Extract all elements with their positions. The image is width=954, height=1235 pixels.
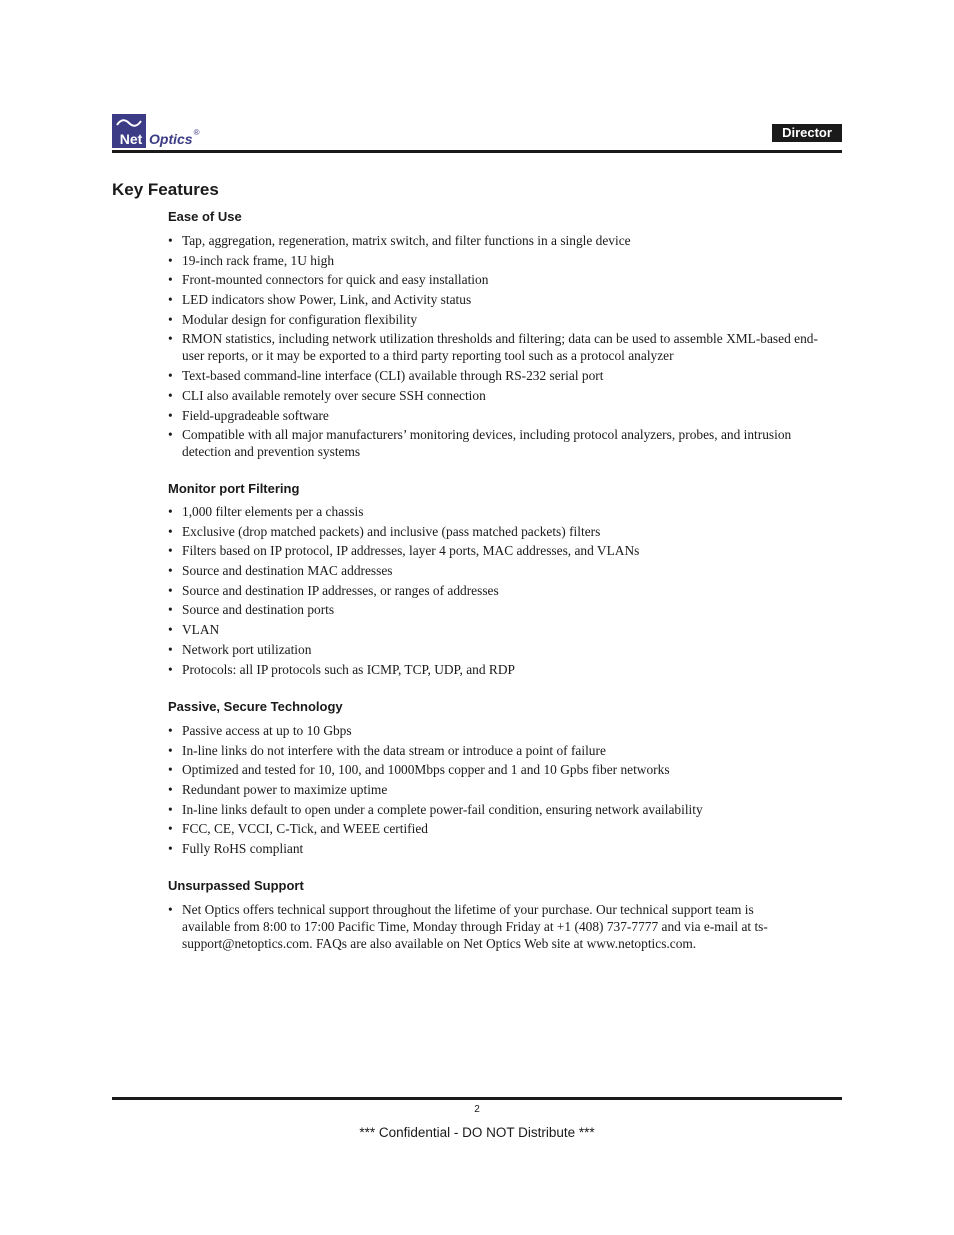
confidential-notice: *** Confidential - DO NOT Distribute *** (359, 1125, 595, 1140)
list-item: • Compatible with all major manufacturers’ monitoring devices, including protocol analyzers, probes, and intrusion detection and prevention systems (168, 426, 828, 460)
list-item: • RMON statistics, including network utilization thresholds and filtering; data can be used to assemble XML-based end-user reports, or it may be exported to a third party reporting tool such as a protocol analyzer (168, 330, 828, 364)
header-rule (112, 150, 842, 153)
list-item: • VLAN (168, 621, 828, 638)
unsurpassed-support-list (168, 901, 788, 955)
list-item: • Exclusive (drop matched packets) and inclusive (pass matched packets) filters (168, 523, 828, 540)
logo-mark (112, 114, 146, 148)
list-item: • CLI also available remotely over secure SSH connection (168, 387, 828, 404)
list-item: • Field-upgradeable software (168, 407, 828, 424)
list-item: • Source and destination MAC addresses (168, 562, 828, 579)
footer-rule (112, 1097, 842, 1100)
product-badge: Director (772, 124, 842, 142)
registered-mark: ® (193, 128, 200, 137)
list-item: • Filters based on IP protocol, IP addresses, layer 4 ports, MAC addresses, and VLANs (168, 542, 828, 559)
section-title-unsurpassed-support: Unsurpassed Support (168, 878, 304, 893)
monitor-port-filtering-list (168, 503, 828, 680)
net-optics-logo (112, 112, 199, 148)
logo-optics-text: Optics (149, 131, 193, 147)
section-title-ease-of-use: Ease of Use (168, 209, 242, 224)
list-item: • In-line links default to open under a complete power-fail condition, ensuring network availability (168, 801, 828, 818)
list-item: • Redundant power to maximize uptime (168, 781, 828, 798)
list-item: • Passive access at up to 10 Gbps (168, 722, 828, 739)
list-item: • In-line links do not interfere with the data stream or introduce a point of failure (168, 742, 828, 759)
list-item: • Optimized and tested for 10, 100, and 1000Mbps copper and 1 and 10 Gpbs fiber networks (168, 761, 828, 778)
ease-of-use-list (168, 232, 828, 463)
page-number: 2 (474, 1104, 480, 1115)
list-item: • Text-based command-line interface (CLI) available through RS-232 serial port (168, 367, 828, 384)
section-title-monitor-port-filtering: Monitor port Filtering (168, 481, 300, 496)
list-item: • Front-mounted connectors for quick and easy installation (168, 271, 828, 288)
list-item: • 1,000 filter elements per a chassis (168, 503, 828, 520)
list-item: • Source and destination ports (168, 601, 828, 618)
list-item: • Modular design for configuration flexibility (168, 311, 828, 328)
list-item: • Net Optics offers technical support throughout the lifetime of your purchase. Our technical support team is available from 8:00 to 17:00 Pacific Time, Monday through Friday at +1 (408) 737-7777 and via e-mail at ts-support@netoptics.com. FAQs are also available on Net Optics Web site at www.netoptics.com. (168, 901, 788, 952)
list-item: • Fully RoHS compliant (168, 840, 828, 857)
page-title: Key Features (112, 180, 219, 199)
logo-net-text: Net (119, 131, 143, 147)
section-title-passive-secure-technology: Passive, Secure Technology (168, 699, 343, 714)
list-item: • Protocols: all IP protocols such as ICMP, TCP, UDP, and RDP (168, 661, 828, 678)
passive-secure-technology-list (168, 722, 828, 860)
list-item: • FCC, CE, VCCI, C-Tick, and WEEE certified (168, 820, 828, 837)
wave-icon (116, 118, 142, 128)
list-item: • 19-inch rack frame, 1U high (168, 252, 828, 269)
list-item: • Tap, aggregation, regeneration, matrix switch, and filter functions in a single device (168, 232, 828, 249)
list-item: • Network port utilization (168, 641, 828, 658)
list-item: • LED indicators show Power, Link, and Activity status (168, 291, 828, 308)
list-item: • Source and destination IP addresses, or ranges of addresses (168, 582, 828, 599)
